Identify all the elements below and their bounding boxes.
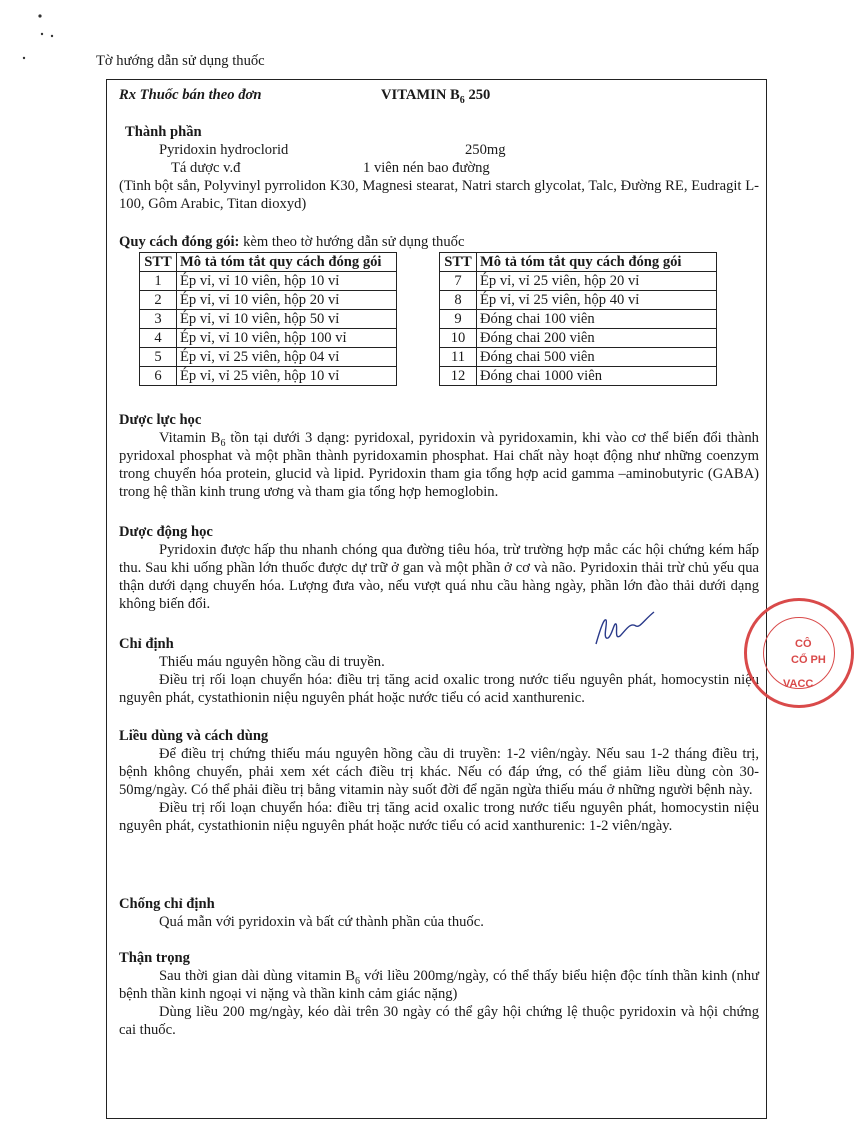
- contraindications-section: [119, 895, 759, 931]
- excipient-name: Tá dược v.đ: [171, 160, 241, 176]
- row-number: 3: [140, 310, 177, 329]
- row-description: Ép vỉ, vỉ 25 viên, hộp 04 vỉ: [177, 348, 397, 367]
- packaging-table-right: [439, 252, 717, 386]
- row-number: 9: [440, 310, 477, 329]
- row-number: 12: [440, 367, 477, 386]
- table-row: [140, 310, 397, 329]
- excipient-list: (Tinh bột sắn, Polyvinyl pyrrolidon K30, Magnesi stearat, Natri starch glycolat, Talc, Đường RE, Eudragit L-100, Gôm Arabic, Titan dioxyd): [119, 178, 759, 212]
- stamp-text-2: CỔ PH: [791, 654, 826, 666]
- precautions-text-2: Dùng liều 200 mg/ngày, kéo dài trên 30 ngày có thể gây hội chứng lệ thuộc pyridoxin và hội chứng cai thuốc.: [119, 1004, 759, 1038]
- precautions-title: Thận trọng: [119, 950, 190, 966]
- table-header-row: [440, 253, 717, 272]
- dosage-text-1: Để điều trị chứng thiếu máu nguyên hồng cầu di truyền: 1-2 viên/ngày. Nếu sau 1-2 tháng điều trị, bệnh không chuyển, phải xem xét cách điều trị khác. Nếu có đáp ứng, có thể giảm liều dùng còn 30-50mg/ngày. Có thể phải điều trị bằng vitamin này suốt đời để ngăn ngừa thiếu máu ở những người bệnh này.: [119, 746, 759, 798]
- row-description: Ép vỉ, vỉ 10 viên, hộp 10 vỉ: [177, 272, 397, 291]
- table-row: [140, 272, 397, 291]
- row-number: 4: [140, 329, 177, 348]
- contraindications-text: Quá mẫn với pyridoxin và bất cứ thành phần của thuốc.: [159, 914, 484, 930]
- precautions-section: [119, 949, 759, 1039]
- table-row: [140, 348, 397, 367]
- title-row: [119, 86, 749, 104]
- row-number: 6: [140, 367, 177, 386]
- active-ingredient-value: 250mg: [465, 142, 506, 158]
- packaging-table-left: [139, 252, 397, 386]
- row-description: Đóng chai 500 viên: [477, 348, 717, 367]
- packaging-section: [119, 233, 759, 251]
- active-ingredient-name: Pyridoxin hydroclorid: [159, 142, 289, 158]
- row-number: 10: [440, 329, 477, 348]
- table-row: [440, 291, 717, 310]
- table-row: [440, 310, 717, 329]
- col-no-header: STT: [440, 253, 477, 272]
- row-description: Đóng chai 1000 viên: [477, 367, 717, 386]
- pharmacokinetics-title: Dược động học: [119, 524, 213, 540]
- row-number: 2: [140, 291, 177, 310]
- composition-section: [119, 123, 759, 213]
- dosage-section: [119, 727, 759, 835]
- pharmacokinetics-section: [119, 523, 759, 613]
- excipient-value: 1 viên nén bao đường: [363, 160, 490, 176]
- contraindications-title: Chống chỉ định: [119, 896, 215, 912]
- col-no-header: STT: [140, 253, 177, 272]
- row-description: Đóng chai 200 viên: [477, 329, 717, 348]
- stamp-text-3: VACC: [783, 678, 814, 690]
- table-row: [140, 329, 397, 348]
- row-description: Ép vỉ, vỉ 25 viên, hộp 40 vỉ: [477, 291, 717, 310]
- stamp-text-1: CÔ: [795, 638, 812, 650]
- company-stamp: [744, 598, 854, 708]
- signature: [590, 610, 660, 655]
- row-description: Ép vỉ, vỉ 10 viên, hộp 100 vỉ: [177, 329, 397, 348]
- product-title: VITAMIN $B_6$ 250: [381, 87, 491, 106]
- excipient-row: [119, 159, 759, 177]
- row-description: Ép vỉ, vỉ 25 viên, hộp 10 vỉ: [177, 367, 397, 386]
- document-header: Tờ hướng dẫn sử dụng thuốc: [96, 53, 265, 69]
- row-number: 5: [140, 348, 177, 367]
- indications-title: Chỉ định: [119, 636, 174, 652]
- dosage-text-2: Điều trị rối loạn chuyển hóa: điều trị tăng acid oxalic trong nước tiểu nguyên phát, homocystin niệu nguyên phát, cystathionin niệu nguyên phát hoặc nước tiểu có acid xanthurenic: 1-2 viên/ngày.: [119, 800, 759, 834]
- packaging-title: Quy cách đóng gói:: [119, 234, 240, 250]
- pharmacodynamics-title: Dược lực học: [119, 412, 202, 428]
- table-row: [440, 367, 717, 386]
- table-row: [140, 367, 397, 386]
- scan-marks: [18, 10, 58, 75]
- row-description: Ép vỉ, vỉ 10 viên, hộp 50 vỉ: [177, 310, 397, 329]
- indications-text-2: Điều trị rối loạn chuyển hóa: điều trị tăng acid oxalic trong nước tiểu nguyên phát, homocystin niệu nguyên phát, cystathionin niệu nguyên phát hoặc nước tiểu có acid xanthurenic.: [119, 672, 759, 706]
- precautions-text-1: Sau thời gian dài dùng vitamin $B_6$ với liều 200mg/ngày, có thể thấy biểu hiện độc tính thần kinh (như bệnh thần kinh ngoại vi nặng và thần kinh cảm giác nặng): [119, 968, 760, 1002]
- table-row: [440, 329, 717, 348]
- col-desc-header: Mô tả tóm tắt quy cách đóng gói: [177, 253, 397, 272]
- composition-title: Thành phần: [125, 124, 202, 140]
- table-row: [440, 348, 717, 367]
- row-description: Ép vỉ, vỉ 10 viên, hộp 20 vỉ: [177, 291, 397, 310]
- leaflet-frame: [106, 79, 767, 1119]
- active-ingredient-row: [119, 141, 759, 159]
- pharmacodynamics-section: [119, 411, 759, 501]
- packaging-heading: [119, 233, 759, 251]
- indications-text-1: Thiếu máu nguyên hồng cầu di truyền.: [159, 654, 385, 670]
- row-number: 8: [440, 291, 477, 310]
- dosage-title: Liều dùng và cách dùng: [119, 728, 269, 744]
- row-description: Ép vỉ, vỉ 25 viên, hộp 20 vỉ: [477, 272, 717, 291]
- table-header-row: [140, 253, 397, 272]
- row-number: 11: [440, 348, 477, 367]
- pharmacokinetics-text: Pyridoxin được hấp thu nhanh chóng qua đường tiêu hóa, trừ trường hợp mắc các hội chứng kém hấp thu. Sau khi uống phần lớn thuốc được dự trữ ở gan và một phần ở cơ và não. Pyridoxin thải trừ chủ yếu qua thận dưới dạng chuyển hóa. Lượng đưa vào, nếu vượt quá nhu cầu hàng ngày, phần lớn đào thải dưới dạng không biến đổi.: [119, 542, 759, 612]
- pharmacodynamics-text: Vitamin $B_6$ tồn tại dưới 3 dạng: pyridoxal, pyridoxin và pyridoxamin, khi vào cơ thể biến đổi thành pyridoxal phosphat và một phần thành pyridoxamin phosphat. Hai chất này hoạt động như những coenzym trong chuyển hóa protein, glucid và lipid. Pyridoxin tham gia tổng hợp acid gamma –aminobutyric (GABA) trong hệ thần kinh trung ương và tham gia tổng hợp hemoglobin.: [119, 430, 759, 500]
- indications-section: [119, 635, 759, 707]
- packaging-subtitle: kèm theo tờ hướng dẫn sử dụng thuốc: [239, 234, 465, 250]
- row-number: 7: [440, 272, 477, 291]
- table-row: [140, 291, 397, 310]
- row-number: 1: [140, 272, 177, 291]
- prescription-label: Rx Thuốc bán theo đơn: [119, 87, 262, 103]
- row-description: Đóng chai 100 viên: [477, 310, 717, 329]
- table-row: [440, 272, 717, 291]
- col-desc-header: Mô tả tóm tắt quy cách đóng gói: [477, 253, 717, 272]
